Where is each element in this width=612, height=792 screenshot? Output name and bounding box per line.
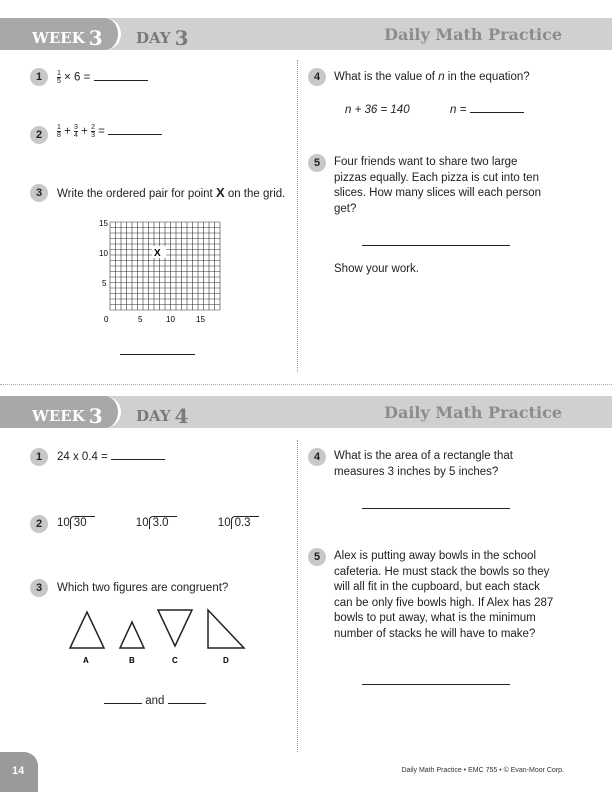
congruent-answer: and — [104, 694, 206, 710]
question-2: $\frac{1}{8}$ + $\frac{3}{4}$ + $\frac{2}{3}$ = — [57, 124, 162, 140]
figure-label: B — [129, 656, 135, 665]
day-label: DAY 4 — [136, 404, 189, 428]
x-tick: 10 — [166, 315, 175, 324]
answer-blank[interactable] — [168, 703, 206, 704]
question-number: 2 — [30, 126, 48, 144]
question-number: 3 — [30, 579, 48, 597]
coordinate-grid — [96, 216, 226, 326]
day-number: 4 — [174, 404, 189, 428]
question-1: 24 x 0.4 = — [57, 450, 165, 466]
long-division: 10 30 — [57, 516, 95, 532]
question-4: What is the area of a rectangle that measures 3 inches by 5 inches? — [334, 450, 513, 478]
y-tick: 15 — [99, 219, 108, 228]
question-3: Write the ordered pair for point X on the grid. — [57, 185, 286, 200]
grid-point-x: X — [154, 248, 161, 259]
question-1: $\frac{1}{5}$ × 6 = — [57, 70, 148, 86]
y-tick: 5 — [102, 279, 107, 288]
answer-blank[interactable] — [120, 354, 195, 355]
section-title: Daily Math Practice — [384, 403, 562, 422]
figure-label: A — [83, 656, 89, 665]
question-number: 4 — [308, 68, 326, 86]
question-number: 5 — [308, 154, 326, 172]
show-work-label: Show your work. — [334, 263, 420, 275]
question-number: 5 — [308, 548, 326, 566]
page-number: 14 — [12, 765, 25, 777]
answer-blank[interactable] — [104, 703, 142, 704]
day-label: DAY 3 — [136, 26, 189, 50]
figure-label: C — [172, 656, 178, 665]
day-number: 3 — [174, 26, 189, 50]
fraction: $\frac{1}{5}$ — [57, 70, 61, 85]
long-division: 10 3.0 — [136, 516, 177, 532]
x-tick: 0 — [104, 315, 109, 324]
long-division: 10 0.3 — [218, 516, 259, 532]
equation: n + 36 = 140 — [345, 104, 410, 116]
answer-blank[interactable] — [362, 245, 510, 246]
x-tick: 5 — [138, 315, 143, 324]
day3-header — [0, 18, 612, 50]
column-divider — [297, 440, 298, 752]
question-number: 1 — [30, 448, 48, 466]
answer-label: n = — [450, 103, 524, 119]
figure-label: D — [223, 656, 229, 665]
question-5: Alex is putting away bowls in the school cafeteria. He must stack the bowls so they will all fit in the cupboard, but each stack can be only five bowls high. If Alex has 287 bowls to put away, what is the minimum number of stacks he will have to make? — [334, 550, 554, 640]
triangle-d — [208, 610, 244, 648]
section-title: Daily Math Practice — [384, 25, 562, 44]
question-3: Which two figures are congruent? — [57, 582, 229, 594]
answer-blank[interactable] — [111, 459, 165, 460]
question-number: 3 — [30, 184, 48, 202]
triangle-c — [158, 610, 192, 646]
triangle-a — [70, 612, 104, 648]
week-number: 3 — [88, 404, 103, 428]
answer-blank[interactable] — [470, 112, 524, 113]
week-tab — [0, 18, 121, 50]
figures — [66, 606, 262, 668]
question-4: What is the value of n in the equation? — [334, 71, 530, 83]
answer-blank[interactable] — [94, 80, 148, 81]
section-divider — [0, 384, 612, 385]
triangle-b — [120, 622, 144, 648]
question-5: Four friends want to share two large pizzas equally. Each pizza is cut into ten slices. How many slices will each person get? — [334, 156, 542, 215]
answer-blank[interactable] — [362, 684, 510, 685]
question-number: 4 — [308, 448, 326, 466]
question-number: 2 — [30, 515, 48, 533]
column-divider — [297, 60, 298, 372]
week-label: WEEK — [32, 29, 85, 47]
week-number: 3 — [88, 26, 103, 50]
week-label: WEEK — [32, 407, 85, 425]
question-2 — [57, 516, 297, 532]
footer-credit: Daily Math Practice • EMC 755 • © Evan-Moor Corp. — [401, 767, 564, 774]
page-number-tab — [0, 752, 38, 792]
answer-blank[interactable] — [108, 134, 162, 135]
x-tick: 15 — [196, 315, 205, 324]
question-number: 1 — [30, 68, 48, 86]
day4-header — [0, 396, 612, 428]
week-tab — [0, 396, 121, 428]
answer-blank[interactable] — [362, 508, 510, 509]
y-tick: 10 — [99, 249, 108, 258]
